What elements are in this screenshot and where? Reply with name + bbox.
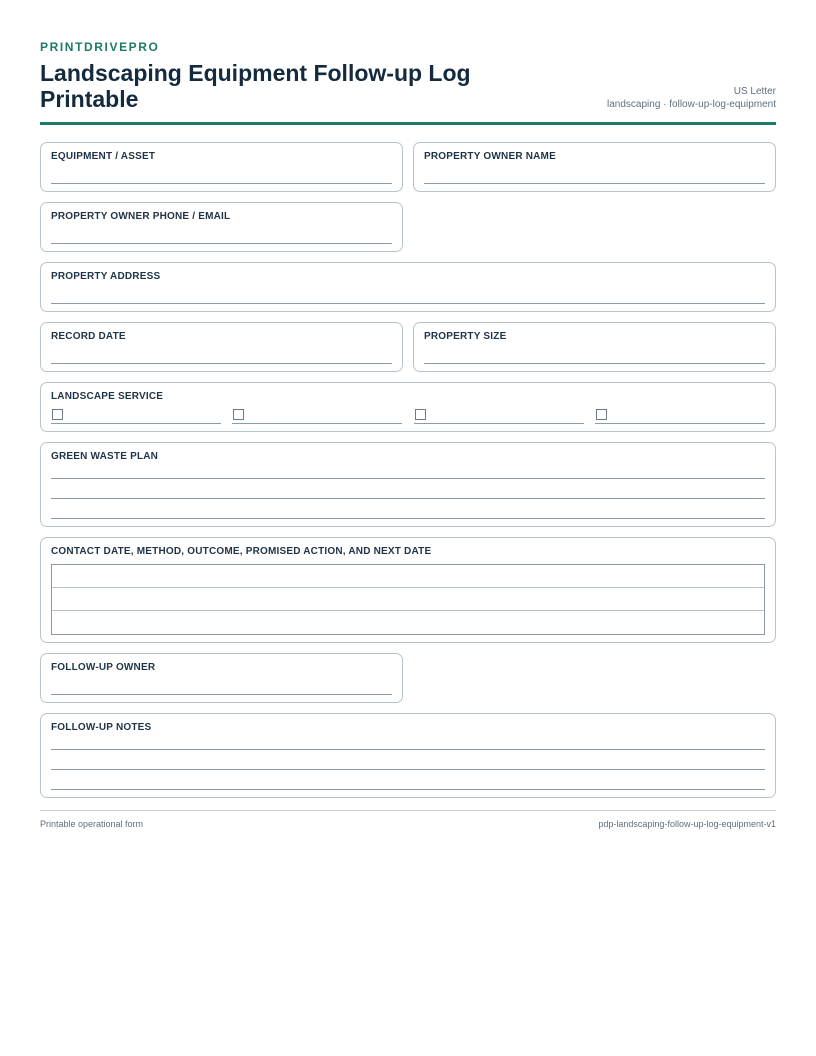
landscape-service-option-line-2[interactable]	[232, 423, 402, 424]
follow-up-notes-line-3[interactable]	[51, 789, 765, 790]
contact-log-label: CONTACT DATE, METHOD, OUTCOME, PROMISED ACTION, AND NEXT DATE	[51, 546, 432, 557]
contact-log-row[interactable]	[52, 565, 764, 588]
landscape-service-option-line-3[interactable]	[414, 423, 584, 424]
landscape-service-option-line-1[interactable]	[51, 423, 221, 424]
landscape-service-option-line-4[interactable]	[595, 423, 765, 424]
contact-log-row[interactable]	[52, 611, 764, 634]
footer-form-id: pdp-landscaping-follow-up-log-equipment-v1	[598, 819, 776, 829]
follow-up-owner-field	[40, 653, 403, 703]
contact-log-row[interactable]	[52, 588, 764, 611]
brand-name: PRINTDRIVEPRO	[40, 40, 160, 54]
green-waste-plan-line-3[interactable]	[51, 518, 765, 519]
equipment-asset-input[interactable]	[51, 183, 392, 184]
follow-up-notes-line-1[interactable]	[51, 749, 765, 750]
green-waste-plan-field	[40, 442, 776, 527]
property-owner-name-label: PROPERTY OWNER NAME	[424, 151, 556, 162]
paper-size: US Letter	[733, 86, 776, 97]
follow-up-owner-label: FOLLOW-UP OWNER	[51, 662, 156, 673]
landscape-service-label: LANDSCAPE SERVICE	[51, 391, 164, 402]
landscape-service-checkbox-3[interactable]	[415, 409, 426, 420]
property-address-field	[40, 262, 776, 312]
property-address-label: PROPERTY ADDRESS	[51, 271, 161, 282]
property-owner-contact-label: PROPERTY OWNER PHONE / EMAIL	[51, 211, 231, 222]
property-address-input[interactable]	[51, 303, 765, 304]
property-size-field	[413, 322, 776, 372]
landscape-service-checkbox-2[interactable]	[233, 409, 244, 420]
landscape-service-checkbox-4[interactable]	[596, 409, 607, 420]
landscape-service-checkbox-1[interactable]	[52, 409, 63, 420]
record-date-label: RECORD DATE	[51, 331, 126, 342]
footer-divider	[40, 810, 776, 811]
header-divider	[40, 122, 776, 125]
green-waste-plan-line-1[interactable]	[51, 478, 765, 479]
record-date-input[interactable]	[51, 363, 392, 364]
form-tags: landscaping · follow-up-log-equipment	[607, 99, 776, 110]
property-owner-contact-input[interactable]	[51, 243, 392, 244]
page-meta	[607, 85, 776, 111]
property-owner-name-field	[413, 142, 776, 192]
follow-up-notes-field	[40, 713, 776, 798]
page-title: Landscaping Equipment Follow-up Log Printable	[40, 60, 471, 112]
record-date-field	[40, 322, 403, 372]
landscape-service-field	[40, 382, 776, 432]
equipment-asset-field	[40, 142, 403, 192]
equipment-asset-label: EQUIPMENT / ASSET	[51, 151, 156, 162]
contact-log-field	[40, 537, 776, 643]
footer-description: Printable operational form	[40, 819, 144, 829]
green-waste-plan-line-2[interactable]	[51, 498, 765, 499]
contact-log-table	[51, 564, 765, 635]
follow-up-owner-input[interactable]	[51, 694, 392, 695]
follow-up-notes-label: FOLLOW-UP NOTES	[51, 722, 152, 733]
property-size-input[interactable]	[424, 363, 765, 364]
property-owner-contact-field	[40, 202, 403, 252]
property-owner-name-input[interactable]	[424, 183, 765, 184]
green-waste-plan-label: GREEN WASTE PLAN	[51, 451, 159, 462]
property-size-label: PROPERTY SIZE	[424, 331, 507, 342]
follow-up-notes-line-2[interactable]	[51, 769, 765, 770]
